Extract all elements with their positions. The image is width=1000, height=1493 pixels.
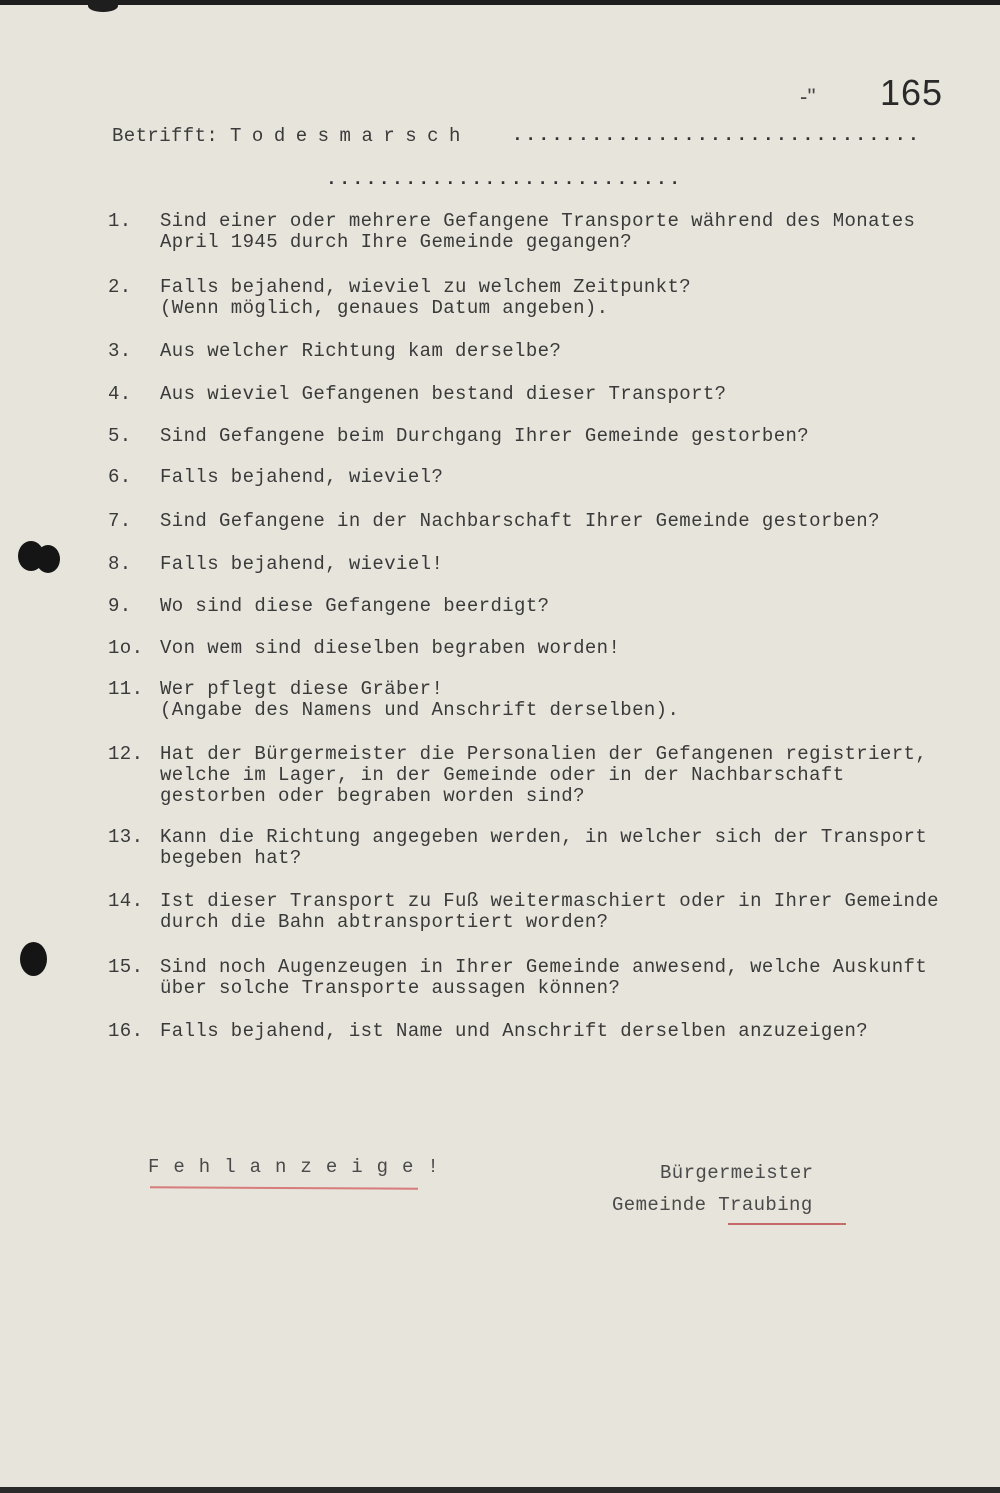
question-text: über solche Transporte aussagen können? (160, 977, 621, 999)
question-text: Kann die Richtung angegeben werden, in welcher sich der Transport (160, 826, 928, 848)
question-text: Sind Gefangene beim Durchgang Ihrer Gemeinde gestorben? (160, 425, 810, 447)
second-dots: ........................... (326, 170, 683, 190)
question-number: 1o. (108, 637, 144, 659)
subject-label: Betrifft: (112, 125, 219, 147)
question-number: 1. (108, 210, 132, 232)
question-text: Sind Gefangene in der Nachbarschaft Ihrer Gemeinde gestorben? (160, 510, 880, 532)
folio-number: 165 (880, 72, 944, 113)
ink-blot (88, 0, 118, 12)
question-text: gestorben oder begraben worden sind? (160, 785, 585, 807)
question-text: Falls bejahend, ist Name und Anschrift derselben anzuzeigen? (160, 1020, 869, 1042)
question-number: 3. (108, 340, 132, 362)
question-text: Von wem sind dieselben begraben worden! (160, 637, 621, 659)
subject-value: Todesmarsch (230, 125, 471, 147)
question-number: 13. (108, 826, 144, 848)
page-bottom-edge (0, 1487, 1000, 1493)
red-underline (150, 1186, 418, 1189)
question-text: Sind einer oder mehrere Gefangene Transporte während des Monates (160, 210, 916, 232)
question-text: Wo sind diese Gefangene beerdigt? (160, 595, 550, 617)
question-text: Falls bejahend, wieviel zu welchem Zeitpunkt? (160, 276, 692, 298)
question-text: Aus wieviel Gefangenen bestand dieser Transport? (160, 383, 727, 405)
fehlanzeige-note: Fehlanzeige! (148, 1156, 453, 1178)
question-text: Sind noch Augenzeugen in Ihrer Gemeinde anwesend, welche Auskunft (160, 956, 928, 978)
subject-dots: ............................... (512, 126, 922, 146)
question-number: 15. (108, 956, 144, 978)
question-text: (Wenn möglich, genaues Datum angeben). (160, 297, 609, 319)
question-text: Falls bejahend, wieviel? (160, 466, 444, 488)
signature-title: Bürgermeister (660, 1162, 814, 1184)
question-number: 5. (108, 425, 132, 447)
question-number: 6. (108, 466, 132, 488)
question-text: welche im Lager, in der Gemeinde oder in der Nachbarschaft (160, 764, 845, 786)
question-text: Falls bejahend, wieviel! (160, 553, 444, 575)
signature-municipality: Gemeinde Traubing (612, 1194, 813, 1216)
punch-hole (20, 942, 47, 976)
question-number: 4. (108, 383, 132, 405)
question-text: Wer pflegt diese Gräber! (160, 678, 444, 700)
question-text: Aus welcher Richtung kam derselbe? (160, 340, 562, 362)
question-number: 9. (108, 595, 132, 617)
question-text: Hat der Bürgermeister die Personalien der Gefangenen registriert, (160, 743, 928, 765)
question-text: Ist dieser Transport zu Fuß weitermaschiert oder in Ihrer Gemeinde (160, 890, 939, 912)
question-text: (Angabe des Namens und Anschrift derselben). (160, 699, 680, 721)
folio-mark: -'' (800, 84, 816, 109)
question-number: 14. (108, 890, 144, 912)
question-number: 8. (108, 553, 132, 575)
punch-hole (36, 545, 60, 573)
question-number: 16. (108, 1020, 144, 1042)
question-text: durch die Bahn abtransportiert worden? (160, 911, 609, 933)
subject-line (112, 125, 471, 147)
question-number: 2. (108, 276, 132, 298)
question-number: 7. (108, 510, 132, 532)
question-text: begeben hat? (160, 847, 302, 869)
question-text: April 1945 durch Ihre Gemeinde gegangen? (160, 231, 633, 253)
red-underline (728, 1223, 846, 1225)
question-number: 12. (108, 743, 144, 765)
question-number: 11. (108, 678, 144, 700)
page-top-edge (0, 0, 1000, 5)
